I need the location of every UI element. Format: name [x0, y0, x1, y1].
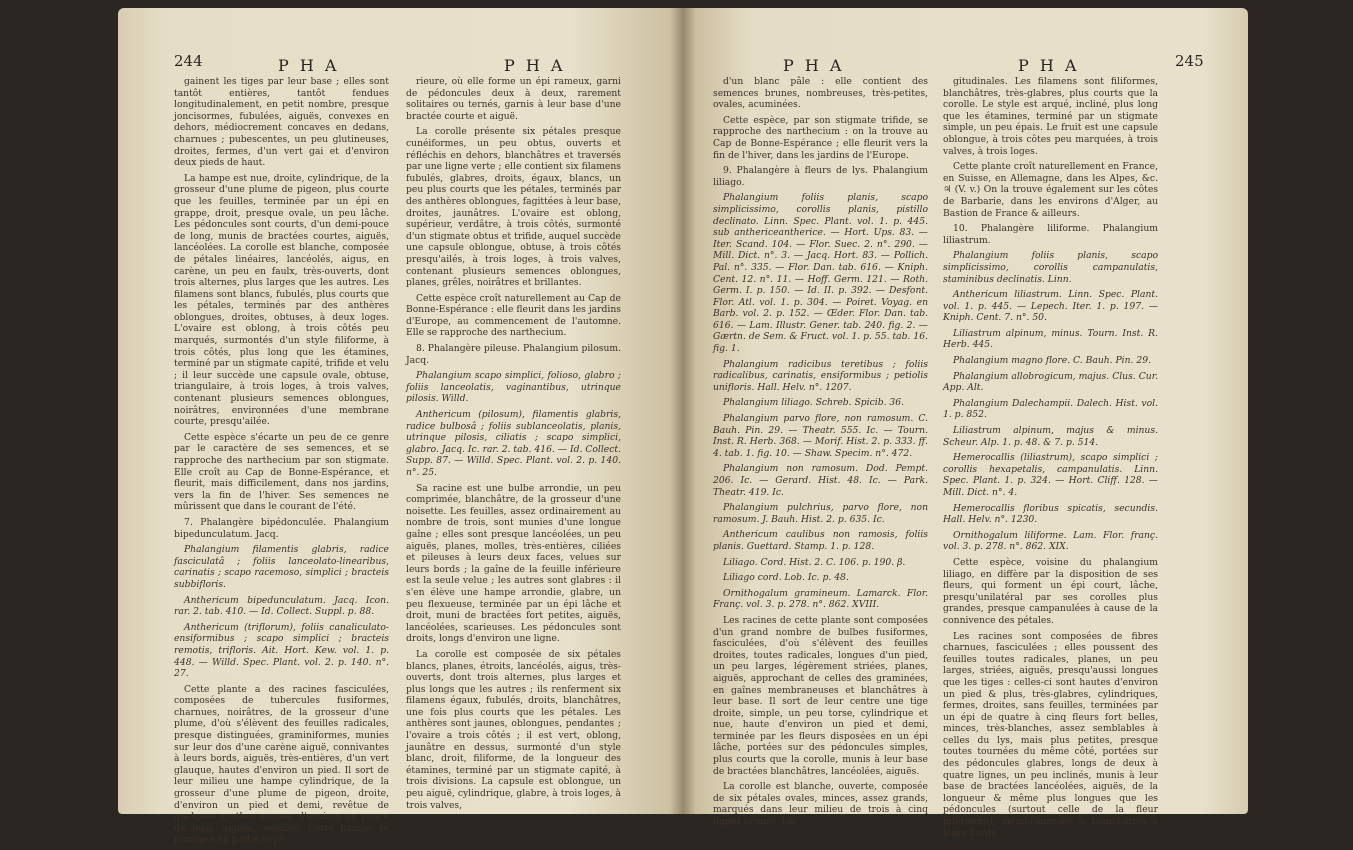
- right-page: [683, 8, 1248, 839]
- paragraph: La corolle présente six pétales presque cunéiformes, un peu obtus, ouverts et réfléchis en dehors, blanchâtres et traversés par une ligne verte ; elle contient six filamens fubulés, glabres, droits, égaux, blancs, un peu plus courts que les pétales, terminés par des anthères oblongues, fagittées à leur base, droites, jaunâtres. L'ovaire est oblong, supérieur, verdâtre, à trois côtés, surmonté d'un stigmate obtus et trifide, auquel succède une capsule oblongue, obtuse, à trois côtés presqu'ailés, à trois loges, à trois valves, contenant plusieurs semences oblongues, planes, grêles, noirâtres et brillantes.: [406, 126, 621, 289]
- paragraph: gainent les tiges par leur base ; elles sont tantôt entières, tantôt fendues longitudinalement, en petit nombre, presque joncisormes, fubulées, aiguës, convexes en dehors, médiocrement concaves en dedans, charnues ; pubescentes, un peu glutineuses, droites, fermes, d'un vert gai et d'environ deux pieds de haut.: [174, 76, 389, 169]
- paragraph: La corolle est blanche, ouverte, composée de six pétales ovales, minces, assez grands, marqués dans leur milieu de trois à cinq lignes brunes, lon-: [713, 781, 928, 828]
- paragraph: Les racines sont composées de fibres charnues, fasciculées ; elles poussent des feuilles toutes radicales, planes, un peu larges, striées, aiguës, presqu'aussi longues que les tiges : celles-ci sont hautes d'environ un pied & plus, très-glabres, cylindriques, fermes, droites, sans feuilles, terminées par un épi de quatre à cinq fleurs fort belles, minces, très-blanches, assez semblables à celles du lys, mais plus petites, presque toutes tournées du même côté, portées sur des pédoncules glabres, longs de deux à quatre lignes, un peu inclinés, munis à leur base de bractées lancéolées, aiguës, de la longueur & même plus longues que les pédoncules (surtout celle de la fleur inférieure), membraneuses & blanchâtres à leurs bords.: [943, 630, 1158, 839]
- latin-synonym: Phalangium allobrogicum, majus. Clus. Cur. App. Alt.: [943, 370, 1158, 394]
- latin-synonym: Phalangium parvo flore, non ramosum. C. Bauh. Pin. 29. — Theatr. 555. Ic. — Tourn. Inst. R. Herb. 368. — Morif. Hist. 2. p. 333. ff. 4. tab. 1. fig. 10. — Shaw. Specim. n°. 472.: [713, 413, 928, 459]
- latin-synonym: Hemerocallis (liliastrum), scapo simplici ; corollis hexapetalis, campanulatis. Linn. Spec. Plant. 1. p. 324. — Hort. Cliff. 128. — Mill. Dict. n°. 4.: [943, 452, 1158, 498]
- text-column-left: [174, 76, 389, 850]
- latin-synonym: Phalangium Dalechampii. Dalech. Hist. vol. 1. p. 852.: [943, 397, 1158, 421]
- paragraph: Cette espèce, par son stigmate trifide, se rapproche des narthecium : on la trouve au Cap de Bonne-Espérance ; elle fleurit vers la fin de l'hiver, dans les jardins de l'Europe.: [713, 114, 928, 161]
- running-header-right: P H A: [504, 56, 566, 75]
- paragraph: Sa racine est une bulbe arrondie, un peu comprimée, blanchâtre, de la grosseur d'une noisette. Les feuilles, assez ordinairement au nombre de trois, sont munies d'une longue gaîne ; elles sont presque lancéolées, un peu aiguës, planes, molles, très-entières, ciliées et pileuses à leurs deux faces, velues sur leurs bords ; la gaîne de la feuille inférieure est la seule velue ; les autres sont glabres : il s'en élève une hampe arrondie, glabre, un peu flexueuse, terminée par un épi lâche et droit, muni de bractées fort petites, aiguës, lancéolées, scarieuses. Les pédoncules sont droits, longs d'environ une ligne.: [406, 482, 621, 645]
- paragraph: Cette plante croît naturellement en France, en Suisse, en Allemagne, dans les Alpes, &c. ♃ (V. v.) On la trouve également sur les côtes de Barbarie, dans les environs d'Alger, au Bastion de France & ailleurs.: [943, 161, 1158, 219]
- latin-synonym: Phalangium scapo simplici, folioso, glabro ; foliis lanceolatis, vaginantibus, utrinque pilosis. Willd.: [406, 370, 621, 405]
- latin-synonym: Hemerocallis floribus spicatis, secundis. Hall. Helv. n°. 1230.: [943, 502, 1158, 526]
- paragraph: La corolle est composée de six pétales blancs, planes, étroits, lancéolés, aigus, très-ouverts, dont trois alternes, plus larges et plus longs que les autres ; ils renferment six filamens égaux, fubulés, droits, blanchâtres, une fois plus courts que les pétales. Les anthères sont jaunes, oblongues, pendantes ; l'ovaire a trois côtés ; il est vert, oblong, jaunâtre en dessus, surmonté d'un style blanc, droit, filiforme, de la longueur des étamines, terminé par un stigmate capité, à trois divisions. La capsule est oblongue, un peu aiguë, cylindrique, glabre, à trois loges, à trois valves,: [406, 648, 621, 811]
- running-header-right: P H A: [1018, 56, 1080, 75]
- text-column-right: [943, 76, 1158, 843]
- species-heading: 10. Phalangère liliforme. Phalangium liliastrum.: [943, 223, 1158, 246]
- paragraph: Cette espèce s'écarte un peu de ce genre par le caractère de ses semences, et se rapproche des narthecium par son stigmate. Elle croît au Cap de Bonne-Espérance, et fleurit, mais difficilement, dans nos jardins, vers la fin de l'hiver. Ses semences ne mûrissent que dans le courant de l'été.: [174, 431, 389, 513]
- text-column-left: [713, 76, 928, 832]
- latin-synonym: Phalangium liliago. Schreb. Spicib. 36.: [723, 397, 905, 409]
- paragraph: Les racines de cette plante sont composées d'un grand nombre de bulbes fusiformes, fasciculées, d'où s'élèvent des feuilles droites, toutes radicales, longues d'un pied, un peu larges, légèrement striées, planes, aiguës, approchant de celles des graminées, en gaînes membraneuses et blanchâtres à leur base. Il sort de leur centre une tige droite, simple, un peu torse, cylindrique et nue, haute d'environ un pied et demi, terminée par les fleurs disposées en un épi lâche, portées sur des pédoncules simples, plus courts que la corolle, munis à leur base de bractées blanchâtres, lancéolées, aiguës.: [713, 614, 928, 777]
- latin-synonym: Ornithogalum gramineum. Lamarck. Flor. Franç. vol. 3. p. 278. n°. 862. XVIII.: [713, 587, 928, 611]
- latin-synonym: Liliastrum alpinum, majus & minus. Scheur. Alp. 1. p. 48. & 7. p. 514.: [943, 425, 1158, 448]
- left-page: [118, 8, 683, 846]
- paragraph: rieure, où elle forme un épi rameux, garni de pédoncules deux à deux, rarement solitaires ou ternés, garnis à leur base d'une bractée courte et aiguë.: [406, 76, 621, 122]
- latin-synonym: Liliastrum alpinum, minus. Tourn. Inst. R. Herb. 445.: [943, 327, 1158, 351]
- species-heading: 7. Phalangère bipédonculée. Phalangium bipedunculatum. Jacq.: [174, 516, 389, 540]
- paragraph: Cette espèce, voisine du phalangium liliago, en diffère par la disposition de ses fleurs, qui forment un épi court, lâche, presqu'unilatéral par ses corolles plus grandes, presque campanulées à cause de la connivence des pétales.: [943, 556, 1158, 626]
- latin-synonym: Phalangium filamentis glabris, radice fasciculatâ ; foliis lanceolato-linearibus, carinatis ; scapo racemoso, simplici ; bracteis subbifloris.: [174, 544, 389, 590]
- page-number: 244: [174, 52, 203, 70]
- latin-synonym: Anthericum (triflorum), foliis canaliculato-ensiformibus ; scapo simplici ; bracteis remotis, trifloris. Ait. Hort. Kew. vol. 1. p. 448. — Willd. Spec. Plant. vol. 2. p. 140. n°. 27.: [174, 621, 389, 680]
- latin-synonym: Phalangium magno flore. C. Bauh. Pin. 29.: [953, 355, 1151, 367]
- latin-synonym: Phalangium foliis planis, scapo simplicissimo, corollis campanulatis, staminibus declinatis. Linn.: [943, 250, 1158, 285]
- latin-synonym: Anthericum bipedunculatum. Jacq. Icon. rar. 2. tab. 410. — Id. Collect. Suppl. p. 88.: [174, 594, 389, 618]
- latin-synonym: Phalangium non ramosum. Dod. Pempt. 206. Ic. — Gerard. Hist. 48. Ic. — Park. Theatr. 419. Ic.: [713, 463, 928, 498]
- book-spread: [118, 8, 1248, 846]
- latin-synonym: Liliago. Cord. Hist. 2. C. 106. p. 190. β.: [723, 556, 906, 568]
- latin-synonym: Anthericum (pilosum), filamentis glabris, radice bulbosâ ; foliis sublanceolatis, planis, utrinque pilosis, ciliatis ; scapo simplici, glabro. Jacq. Ic. rar. 2. tab. 416. — Id. Collect. Supp. 87. — Willd. Spec. Plant. vol. 2. p. 140. n°. 25.: [406, 409, 621, 478]
- running-header-left: P H A: [278, 56, 340, 75]
- latin-synonym: Phalangium foliis planis, scapo simplicissimo, corollis planis, pistillo declinato. Linn. Spec. Plant. vol. 1. p. 445. sub anthericeantherice. — Hort. Ups. 83. — Iter. Scand. 104. — Flor. Suec. 2. n°. 290. — Mill. Dict. n°. 3. — Jacq. Hort. 83. — Pollich. Pal. n°. 335. — Flor. Dan. tab. 616. — Kniph. Cent. 12. n°. 11. — Hoff. Germ. 121. — Roth. Germ. I. p. 150. — Id. II. p. 392. — Desfont. Flor. Atl. vol. 1. p. 304. — Poiret. Voyag. en Barb. vol. 2. p. 152. — Œder. Flor. Dan. tab. 616. — Lam. Illustr. Gener. tab. 240. fig. 2. — Gærtn. de Sem. & Fruct. vol. 1. p. 55. tab. 16. fig. 1.: [713, 192, 928, 355]
- running-header-left: P H A: [783, 56, 845, 75]
- latin-synonym: Liliago cord. Lob. Ic. p. 48.: [723, 572, 849, 584]
- paragraph: La hampe est nue, droite, cylindrique, de la grosseur d'une plume de pigeon, plus courte que les feuilles, terminée par un épi en grappe, droit, presque ovale, un peu lâche. Les pédoncules sont courts, d'un demi-pouce de long, munis de bractées courtes, aiguës, lancéolées. La corolle est blanche, composée de pétales linéaires, lancéolés, aigus, en carène, un peu en faulx, très-ouverts, dont trois alternes, plus larges que les autres. Les filamens sont blancs, fubulés, plus courts que les pétales, terminés par des anthères oblongues, droites, obtuses, à deux loges. L'ovaire est oblong, à trois côtés peu marqués, surmontés d'un style filiforme, à trois côtés, plus long que les étamines, terminé par un stigmate capité, trifide et velu ; il leur succède une capsule ovale, obtuse, triangulaire, à trois loges, à trois valves, contenant plusieurs semences oblongues, noirâtres, environnées d'une membrane courte, presqu'ailée.: [174, 172, 389, 428]
- paragraph: d'un blanc pâle : elle contient des semences brunes, nombreuses, très-petites, ovales, acuminées.: [713, 76, 928, 111]
- latin-synonym: Ornithogalum liliforme. Lam. Flor. franç. vol. 3. p. 278. n°. 862. XIX.: [943, 529, 1158, 553]
- paragraph: Cette espèce croît naturellement au Cap de Bonne-Espérance : elle fleurit dans les jardins d'Europe, au commencement de l'automne. Elle se rapproche des narthecium.: [406, 292, 621, 339]
- species-heading: 9. Phalangère à fleurs de lys. Phalangium liliago.: [713, 165, 928, 188]
- paragraph: gitudinales. Les filamens sont filiformes, blanchâtres, très-glabres, plus courts que la corolle. Le style est arqué, incliné, plus long que les étamines, terminé par un stigmate simple, un peu épais. Le fruit est une capsule oblongue, à trois côtes peu marquées, à trois valves, à trois loges.: [943, 76, 1158, 157]
- latin-synonym: Anthericum liliastrum. Linn. Spec. Plant. vol. 1. p. 445. — Lepech. Iter. 1. p. 197. — Kniph. Cent. 7. n°. 50.: [943, 289, 1158, 324]
- text-column-right: [406, 76, 621, 815]
- latin-synonym: Anthericum caulibus non ramosis, foliis planis. Guettard. Stamp. 1. p. 128.: [713, 529, 928, 552]
- latin-synonym: Phalangium pulchrius, parvo flore, non ramosum. J. Bauh. Hist. 2. p. 635. Ic.: [713, 502, 928, 525]
- paragraph: Cette plante a des racines fasciculées, composées de tubercules fusiformes, charnues, noirâtres, de la grosseur d'une plume, d'où s'élèvent des feuilles radicales, presque distinguées, graminiformes, munies sur leur dos d'une carène aiguë, connivantes à leurs bords, aiguës, très-entières, d'un vert glauque, hautes d'environ un pied. Il sort de leur milieu une hampe cylindrique, de la grosseur d'une plume de pigeon, droite, d'environ un pied et demi, revêtue de quelques spathes vagues, d'environ un pouce de long, aiguës, sessiles. Cette hampe se ramifie à sa partie supé-: [174, 683, 389, 846]
- latin-synonym: Phalangium radicibus teretibus ; foliis radicalibus, carinatis, ensiformibus ; petiolis unifloris. Hall. Helv. n°. 1207.: [713, 358, 928, 393]
- book-gutter: [670, 8, 696, 814]
- species-heading: 8. Phalangère pileuse. Phalangium pilosum. Jacq.: [406, 343, 621, 366]
- page-number: 245: [1175, 52, 1204, 70]
